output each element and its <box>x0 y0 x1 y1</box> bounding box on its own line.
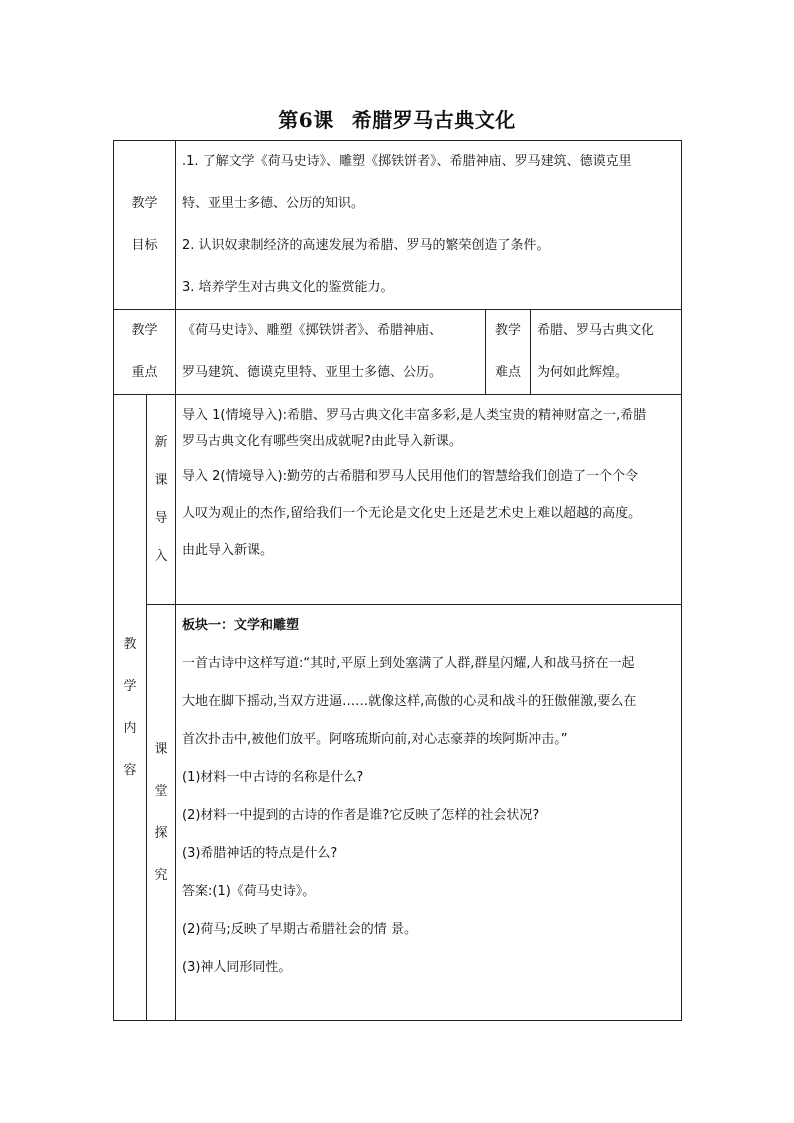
research-label-char: 究 <box>154 867 168 883</box>
difficulty-line: 为何如此辉煌。 <box>537 365 629 380</box>
difficulty-label <box>486 310 531 395</box>
goal-line: 2. 认识奴隶制经济的高速发展为希腊、罗马的繁荣创造了条件。 <box>182 238 550 253</box>
focus-label <box>114 310 176 395</box>
lesson-number: 第6课 <box>278 108 334 132</box>
focus-line: 《荷马史诗》、雕塑《掷铁饼者》、希腊神庙、 <box>182 323 443 338</box>
content-label-char: 容 <box>123 762 137 778</box>
goal-line: .1. 了解文学《荷马史诗》、雕塑《掷铁饼者》、希腊神庙、罗马建筑、德谟克里 <box>182 154 632 169</box>
difficulty-line: 希腊、罗马古典文化 <box>537 323 655 338</box>
research-label-char: 课 <box>154 741 168 757</box>
research-line: 大地在脚下摇动,当双方进逼……就像这样,高傲的心灵和战斗的狂傲催激,要么在 <box>182 694 637 709</box>
goals-label-line-2: 目标 <box>131 238 158 253</box>
research-line: 首次扑击中,被他们放平。阿喀琉斯向前,对心志豪莽的埃阿斯冲击。” <box>182 732 568 747</box>
difficulty-label-line-2: 难点 <box>495 365 522 380</box>
answer-line: 答案:(1)《荷马史诗》。 <box>182 884 316 899</box>
section-heading: 板块一：文学和雕塑 <box>182 618 300 633</box>
intro-line: 人叹为观止的杰作,留给我们一个无论是文化史上还是艺术史上难以超越的高度。 <box>182 506 642 521</box>
intro-line: 罗马古典文化有哪些突出成就呢?由此导入新课。 <box>182 434 462 449</box>
lesson-plan-table <box>113 140 682 1021</box>
research-label-char: 堂 <box>154 783 168 799</box>
focus-label-line-1: 教学 <box>131 323 158 338</box>
goals-label-line-1: 教学 <box>131 196 158 211</box>
research-row <box>114 605 682 1021</box>
intro-row <box>114 395 682 605</box>
focus-content <box>176 310 486 395</box>
intro-label <box>147 395 176 605</box>
question-line: (2)材料一中提到的古诗的作者是谁?它反映了怎样的社会状况? <box>182 808 540 823</box>
intro-label-char: 导 <box>154 510 168 526</box>
content-label-char: 学 <box>123 678 137 694</box>
goals-row <box>114 141 682 310</box>
research-label-char: 探 <box>154 825 168 841</box>
difficulty-label-line-1: 教学 <box>495 323 522 338</box>
answer-line: (2)荷马;反映了早期古希腊社会的情 景。 <box>182 922 417 937</box>
intro-content <box>176 395 682 605</box>
intro-label-char: 课 <box>154 472 168 488</box>
goal-line: 特、亚里士多德、公历的知识。 <box>182 196 365 211</box>
intro-line: 导入 1(情境导入):希腊、罗马古典文化丰富多彩,是人类宝贵的精神财富之一,希腊 <box>182 408 647 423</box>
research-label <box>147 605 176 1021</box>
answer-line: (3)神人同形同性。 <box>182 960 292 975</box>
content-label <box>114 395 147 1021</box>
page-title <box>0 104 794 133</box>
focus-row <box>114 310 682 395</box>
question-line: (3)希腊神话的特点是什么? <box>182 846 338 861</box>
intro-line: 导入 2(情境导入):勤劳的古希腊和罗马人民用他们的智慧给我们创造了一个个令 <box>182 469 638 484</box>
intro-label-char: 新 <box>154 434 168 450</box>
focus-line: 罗马建筑、德谟克里特、亚里士多德、公历。 <box>182 365 443 380</box>
research-line: 一首古诗中这样写道:“其时,平原上到处塞满了人群,群星闪耀,人和战马挤在一起 <box>182 656 635 671</box>
intro-label-char: 入 <box>154 548 168 564</box>
goal-line: 3. 培养学生对古典文化的鉴赏能力。 <box>182 280 394 295</box>
goals-label <box>114 141 176 310</box>
lesson-name: 希腊罗马古典文化 <box>351 108 516 132</box>
question-line: (1)材料一中古诗的名称是什么? <box>182 770 364 785</box>
content-label-char: 教 <box>123 636 137 652</box>
research-content <box>176 605 682 1021</box>
difficulty-content <box>531 310 682 395</box>
intro-line: 由此导入新课。 <box>182 543 274 558</box>
content-label-char: 内 <box>123 720 137 736</box>
goals-content <box>176 141 682 310</box>
focus-label-line-2: 重点 <box>131 365 158 380</box>
